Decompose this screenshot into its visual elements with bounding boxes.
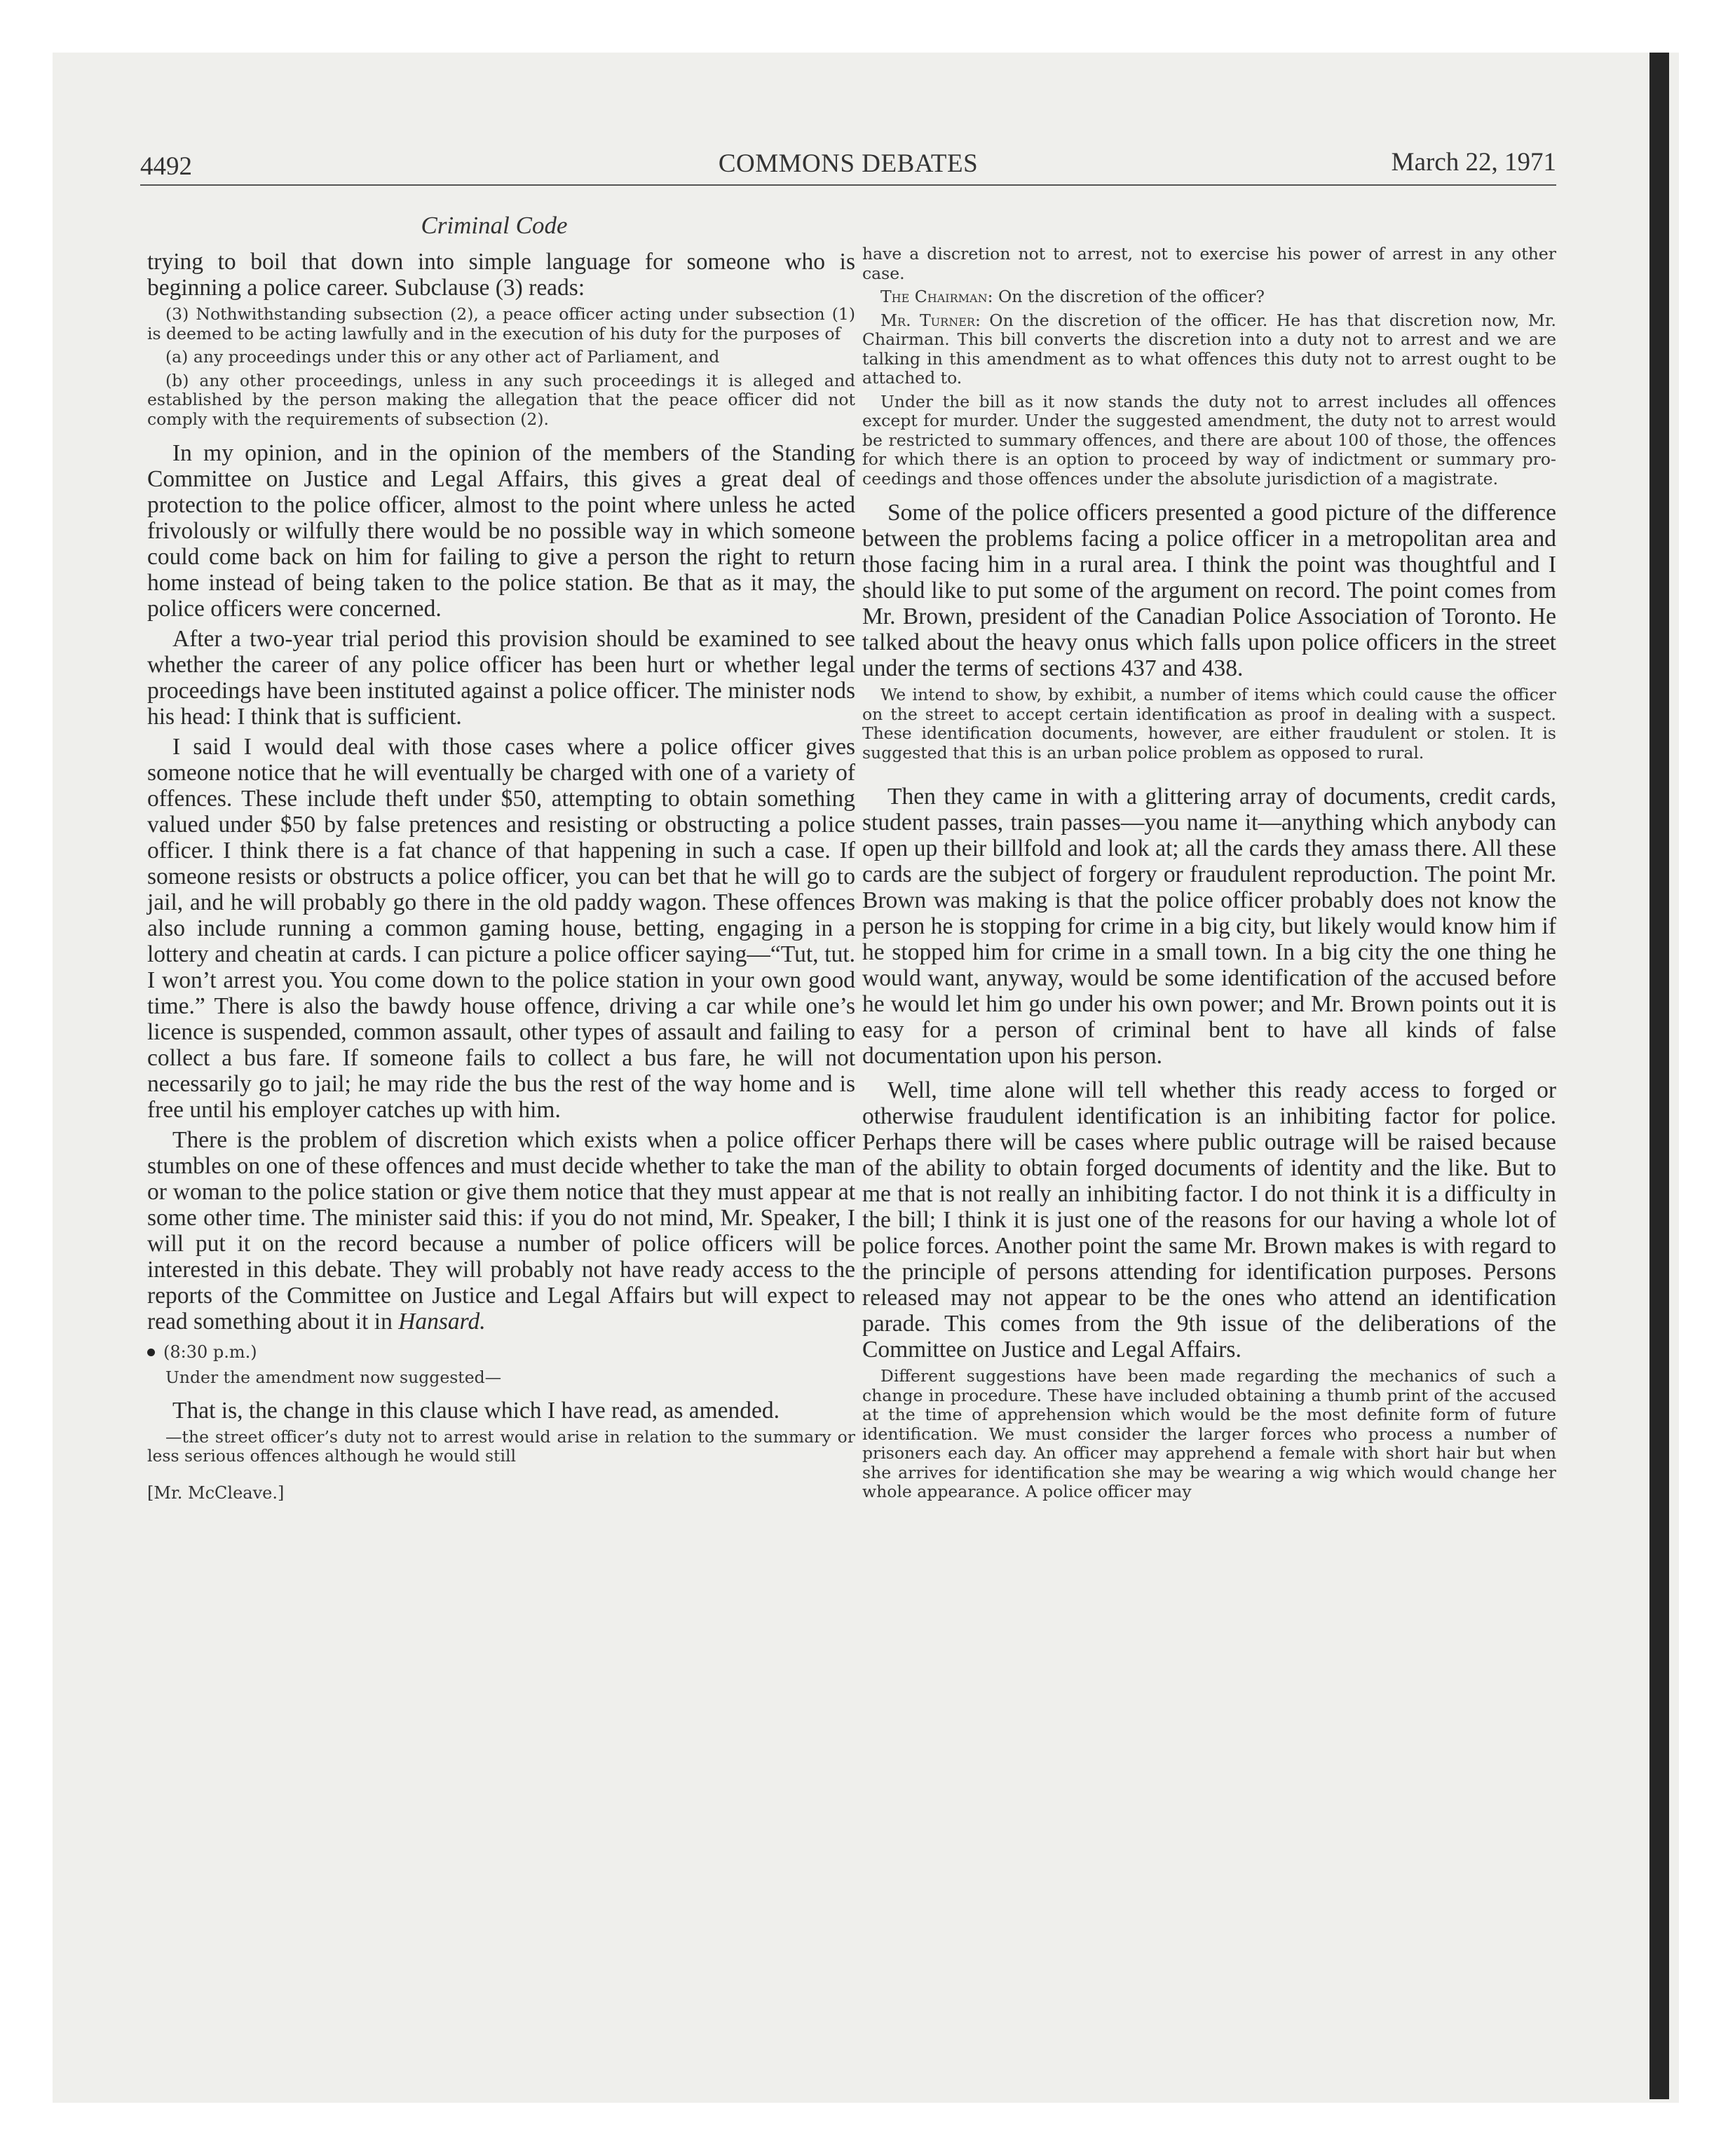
publication-title: COMMONS DEBATES [718,149,979,178]
quoted-text: —the street officer’s duty not to arrest would arise in relation to the summary or less serious offences although he would still [147,1426,855,1466]
paragraph: After a two-year trial period this provision should be examined to see whether the career of any police officer has been hurt or whether legal proceedings have been instituted against a police officer. The minister nods his head: I think that is sufficient. [147,626,855,730]
quoted-text-body: On the discretion of the officer? [998,287,1265,306]
left-column [147,249,855,1503]
paragraph: In my opinion, and in the opinion of the members of the Standing Committee on Justice and Legal Affairs, this gives a great deal of protection to the police officer, almost to the point where unless he acted frivolously or wilfully there would be no possible way in which someone could come back on him for failing to give a person the right to return home instead of being taken to the police station. Be that as it may, the police officers were concerned. [147,440,855,622]
paragraph: Then they came in with a glittering array of documents, credit cards, student passes, train passes—you name it—anything which anybody can open up their billfold and look at; all the cards they amass there. All these cards are the subject of forgery or fraudulent reproduction. The point Mr. Brown was making is that the police officer probably does not know the person he is stopping for crime in a big city, but likely would know him if he stopped him for crime in a small town. In a big city the one thing he would want, anyway, would be some identification of the accused before he would let him go under his own power; and Mr. Brown points out it is easy for a person of criminal bent to have all kinds of false documentation upon his person. [862,784,1556,1069]
quoted-text: Under the amendment now suggested— [165,1367,502,1387]
paragraph: That is, the change in this clause which I have read, as amended. [172,1397,780,1424]
publication-date: March 22, 1971 [1391,148,1556,177]
page-number: 4492 [140,152,192,181]
quoted-text: (b) any other proceedings, unless in any such proceedings it is alleged and established by the person making the allegation that the peace officer did not comply with the requirements of subsection (2). [147,370,855,429]
quoted-text: Under the bill as it now stands the duty not to arrest includes all offences except for murder. Under the suggested amendment, the duty not to arrest would be restricted to summary offences, and there are about 100 of those, the offences for which there is an option to proceed by way of indictment or summary proceedings and those offences under the absolute jurisdiction of a magistrate. [862,391,1556,489]
quoted-text: We intend to show, by exhibit, a number of items which could cause the officer on the street to accept certain identification as proof in dealing with a suspect. These identification documents, however, are either fraudulent or stolen. It is suggested that this is an urban police problem as opposed to rural. [862,685,1556,763]
paragraph: I said I would deal with those cases where a police officer gives someone notice that he will eventually be charged with one of a variety of offences. These include theft under $50, attempting to obtain something valued under $50 by false pretences and resisting or obstructing a police officer. I think there is a fat chance of that happening in such a case. If someone resists or obstructs a police officer, you can bet that he will go to jail, and he will probably go there in the old paddy wagon. These offences also include running a common gaming house, betting, engaging in a lottery and cheatin at cards. I can picture a police officer saying—“Tut, tut. I won’t arrest you. You come down to the police station in your own good time.” There is also the bawdy house offence, driving a car while one’s licence is suspended, common assault, other types of assault and failing to collect a bus fare. If someone fails to collect a bus fare, he will not necessarily go to jail; he may ride the bus the rest of the way home and is free until his employer catches up with him. [147,734,855,1123]
quoted-text [862,311,1556,388]
timestamp [147,1342,855,1363]
header-rule [140,184,1556,186]
speaker-attribution: [Mr. McCleave.] [147,1482,285,1503]
paragraph: Well, time alone will tell whether this ready access to forged or otherwise fraudulent identification is an inhibiting factor for police. Perhaps there will be cases where public outrage will be raised because of the ability to obtain forged documents of identity and the like. But to me that is not really an inhibiting factor. I do not think it is a difficulty in the bill; I think it is just one of the reasons for our having a whole lot of police forces. Another point the same Mr. Brown makes is with regard to the principle of persons attending for identification purposes. Persons released may not appear to be the ones who attend an identification parade. This comes from the 9th issue of the deliberations of the Committee on Justice and Legal Affairs. [862,1077,1556,1363]
quoted-text [862,287,1556,307]
right-column [862,242,1556,1506]
paragraph [147,1127,855,1335]
page-header [140,147,1556,184]
scan-edge-shadow [1649,53,1669,2099]
quoted-text: (3) Nothwithstanding subsection (2), a peace officer acting under subsection (1) is deemed to be acting lawfully and in the execution of his duty for the purposes of [147,304,855,343]
speaker-name: The Chairman: [880,287,993,306]
timestamp-text: (8:30 p.m.) [163,1342,257,1362]
paragraph: Some of the police officers presented a good picture of the difference between the problems facing a police officer in a metropolitan area and those facing him in a rural area. I think the point was thoughtful and I should like to put some of the argument on record. The point comes from Mr. Brown, president of the Canadian Police Association of Toronto. He talked about the heavy onus which falls upon police officers in the street under the terms of sections 437 and 438. [862,500,1556,681]
quoted-text: Different suggestions have been made regarding the mechanics of such a change in procedure. These have included obtaining a thumb print of the accused at the time of apprehension which would be the most definite form of future identification. We must consider the larger forces who process a number of prisoners each day. An officer may apprehend a female with short hair but when she arrives for identification she may be wearing a wig which would change her whole appearance. A police officer may [862,1366,1556,1501]
bullet-icon [147,1349,155,1356]
quoted-text: (a) any proceedings under this or any other act of Parliament, and [165,347,720,367]
paragraph: trying to boil that down into simple language for someone who is beginning a police career. Subclause (3) reads: [147,249,855,301]
quoted-text-body: On the discretion of the officer. He has that discretion now, Mr. Chairman. This bill converts the discretion into a duty not to arrest and we are talking in this amendment as to what offences this duty not to arrest ought to be attached to. [862,310,1556,388]
italic-text: Hansard. [398,1309,486,1335]
section-title: Criminal Code [421,212,568,239]
speaker-name: Mr. Turner: [880,310,981,330]
paragraph-text: There is the problem of discretion which exists when a police officer stumbles on one of these offences and must decide whether to take the man or woman to the police station or give them notice that they must appear at some other time. The minister said this: if you do not mind, Mr. Speaker, I will put it on the record because a number of police officers will be interested in this debate. They will probably not have ready access to the reports of the Committee on Justice and Legal Affairs but will expect to read something about it in [147,1127,855,1335]
quoted-text: have a discretion not to arrest, not to exercise his power of arrest in any other case. [862,244,1556,283]
